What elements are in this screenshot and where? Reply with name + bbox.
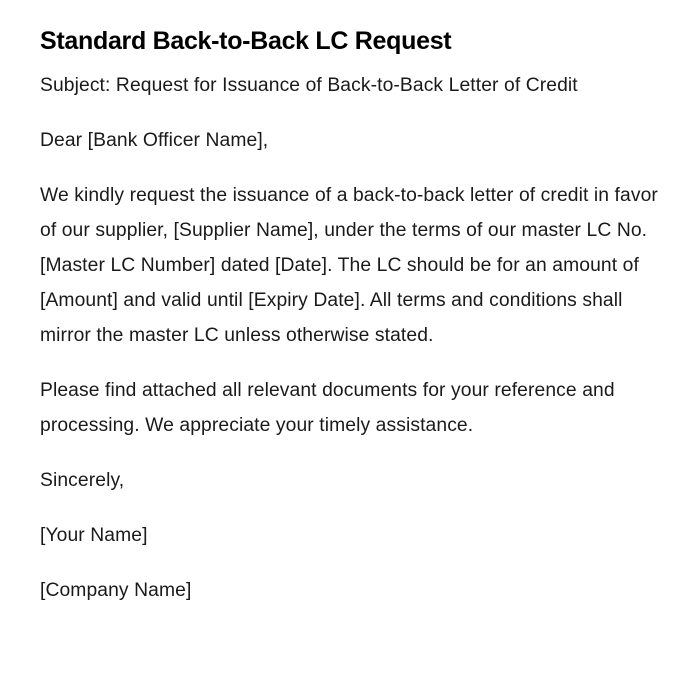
document-title: Standard Back-to-Back LC Request — [40, 27, 452, 55]
signature-company: [Company Name] — [40, 580, 192, 601]
salutation: Dear [Bank Officer Name], — [40, 130, 269, 151]
signature-name: [Your Name] — [40, 525, 148, 546]
body-paragraph-request: We kindly request the issuance of a back-to-back letter of credit in favor of our supplier, [Supplier Name], under the terms of our master LC No. [Master LC Number] dated [Date]. The LC should be for an amount of [Amount] and valid until [Expiry Date]. All terms and conditions shall mirror the master LC unless otherwise stated. — [40, 185, 658, 346]
subject-line: Subject: Request for Issuance of Back-to-Back Letter of Credit — [40, 75, 578, 96]
closing: Sincerely, — [40, 470, 125, 491]
body-paragraph-attachments: Please find attached all relevant documents for your reference and processing. We appreciate your timely assistance. — [40, 380, 615, 436]
